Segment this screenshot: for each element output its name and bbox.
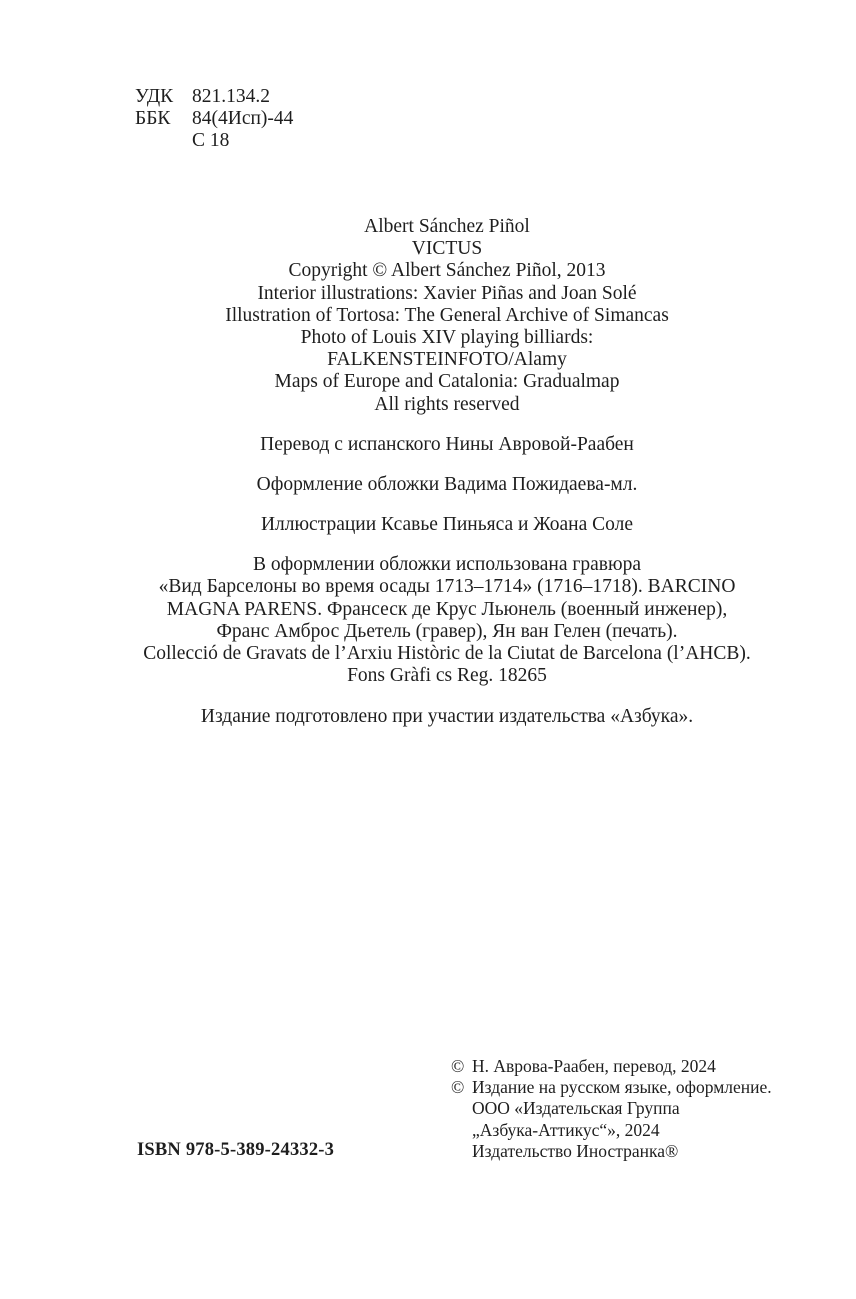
cover-note-line: В оформлении обложки использована гравюра bbox=[253, 554, 641, 575]
credit-line: FALKENSTEINFOTO/Alamy bbox=[327, 349, 567, 371]
isbn: ISBN 978-5-389-24332-3 bbox=[137, 1140, 335, 1160]
rights-line: All rights reserved bbox=[374, 393, 520, 415]
illustrations-credit: Иллюстрации Ксавье Пиньяса и Жоана Соле bbox=[260, 514, 634, 535]
copyright-sign-spacer bbox=[451, 1141, 472, 1162]
copyright-entry bbox=[451, 1098, 772, 1119]
copyright-sign: © bbox=[451, 1077, 465, 1098]
cover-art-note bbox=[116, 554, 778, 688]
cover-note-line: «Вид Барселоны во время осады 1713–1714» (1716–1718). BARCINO bbox=[158, 576, 736, 598]
classification-block bbox=[135, 86, 293, 152]
cover-note-line: Fons Gràfi cs Reg. 18265 bbox=[347, 665, 547, 687]
udc-value: 821.134.2 bbox=[192, 86, 270, 107]
bbk-label: ББК bbox=[135, 108, 171, 129]
credit-line: Photo of Louis XIV playing billiards: bbox=[300, 327, 594, 349]
copyright-entry bbox=[451, 1120, 772, 1141]
partner-publisher-note: Издание подготовлено при участии издательства «Азбука». bbox=[200, 706, 694, 727]
copyright-text: Издательство Иностранка® bbox=[472, 1140, 679, 1161]
cover-design-credit: Оформление обложки Вадима Пожидаева-мл. bbox=[256, 474, 638, 495]
udc-label: УДК bbox=[135, 86, 174, 107]
udc-line bbox=[135, 86, 293, 108]
bbk-value: 84(4Исп)-44 bbox=[192, 108, 294, 129]
bbk-line bbox=[135, 108, 293, 130]
original-title: VICTUS bbox=[411, 238, 483, 260]
author-name: Albert Sánchez Piñol bbox=[364, 216, 530, 237]
copyright-line: Copyright © Albert Sánchez Piñol, 2013 bbox=[288, 260, 606, 282]
copyright-text: Н. Аврова-Раабен, перевод, 2024 bbox=[472, 1056, 716, 1076]
translation-credit: Перевод с испанского Нины Авровой-Раабен bbox=[260, 434, 634, 455]
cover-note-line: Франс Амброс Дьетель (гравер), Ян ван Гелен (печать). bbox=[216, 620, 678, 642]
author-sign-spacer bbox=[135, 130, 192, 152]
author-sign-line bbox=[135, 130, 293, 152]
credit-line: Maps of Europe and Catalonia: Gradualmap bbox=[274, 371, 620, 393]
credit-line: Illustration of Tortosa: The General Archive of Simancas bbox=[225, 304, 669, 326]
copyright-entry bbox=[451, 1056, 772, 1077]
copyright-sign: © bbox=[451, 1056, 465, 1076]
copyright-sign-spacer bbox=[451, 1120, 472, 1141]
copyright-block bbox=[451, 1056, 772, 1162]
credit-line: Interior illustrations: Xavier Piñas and Joan Solé bbox=[257, 282, 637, 304]
copyright-text: ООО «Издательская Группа bbox=[472, 1098, 680, 1119]
copyright-sign-spacer bbox=[451, 1098, 472, 1119]
copyright-text: „Азбука-Аттикус“», 2024 bbox=[472, 1119, 660, 1140]
original-credits-block bbox=[116, 216, 778, 416]
copyright-entry bbox=[451, 1141, 772, 1162]
author-sign-value: С 18 bbox=[192, 130, 230, 151]
cover-note-line: MAGNA PARENS. Франсеск де Крус Льюнель (военный инженер), bbox=[166, 598, 728, 620]
copyright-text: Издание на русском языке, оформление. bbox=[472, 1077, 772, 1098]
copyright-entry bbox=[451, 1077, 772, 1098]
cover-note-line: Collecció de Gravats de l’Arxiu Històric de la Ciutat de Barcelona (l’AHCB). bbox=[143, 643, 751, 665]
